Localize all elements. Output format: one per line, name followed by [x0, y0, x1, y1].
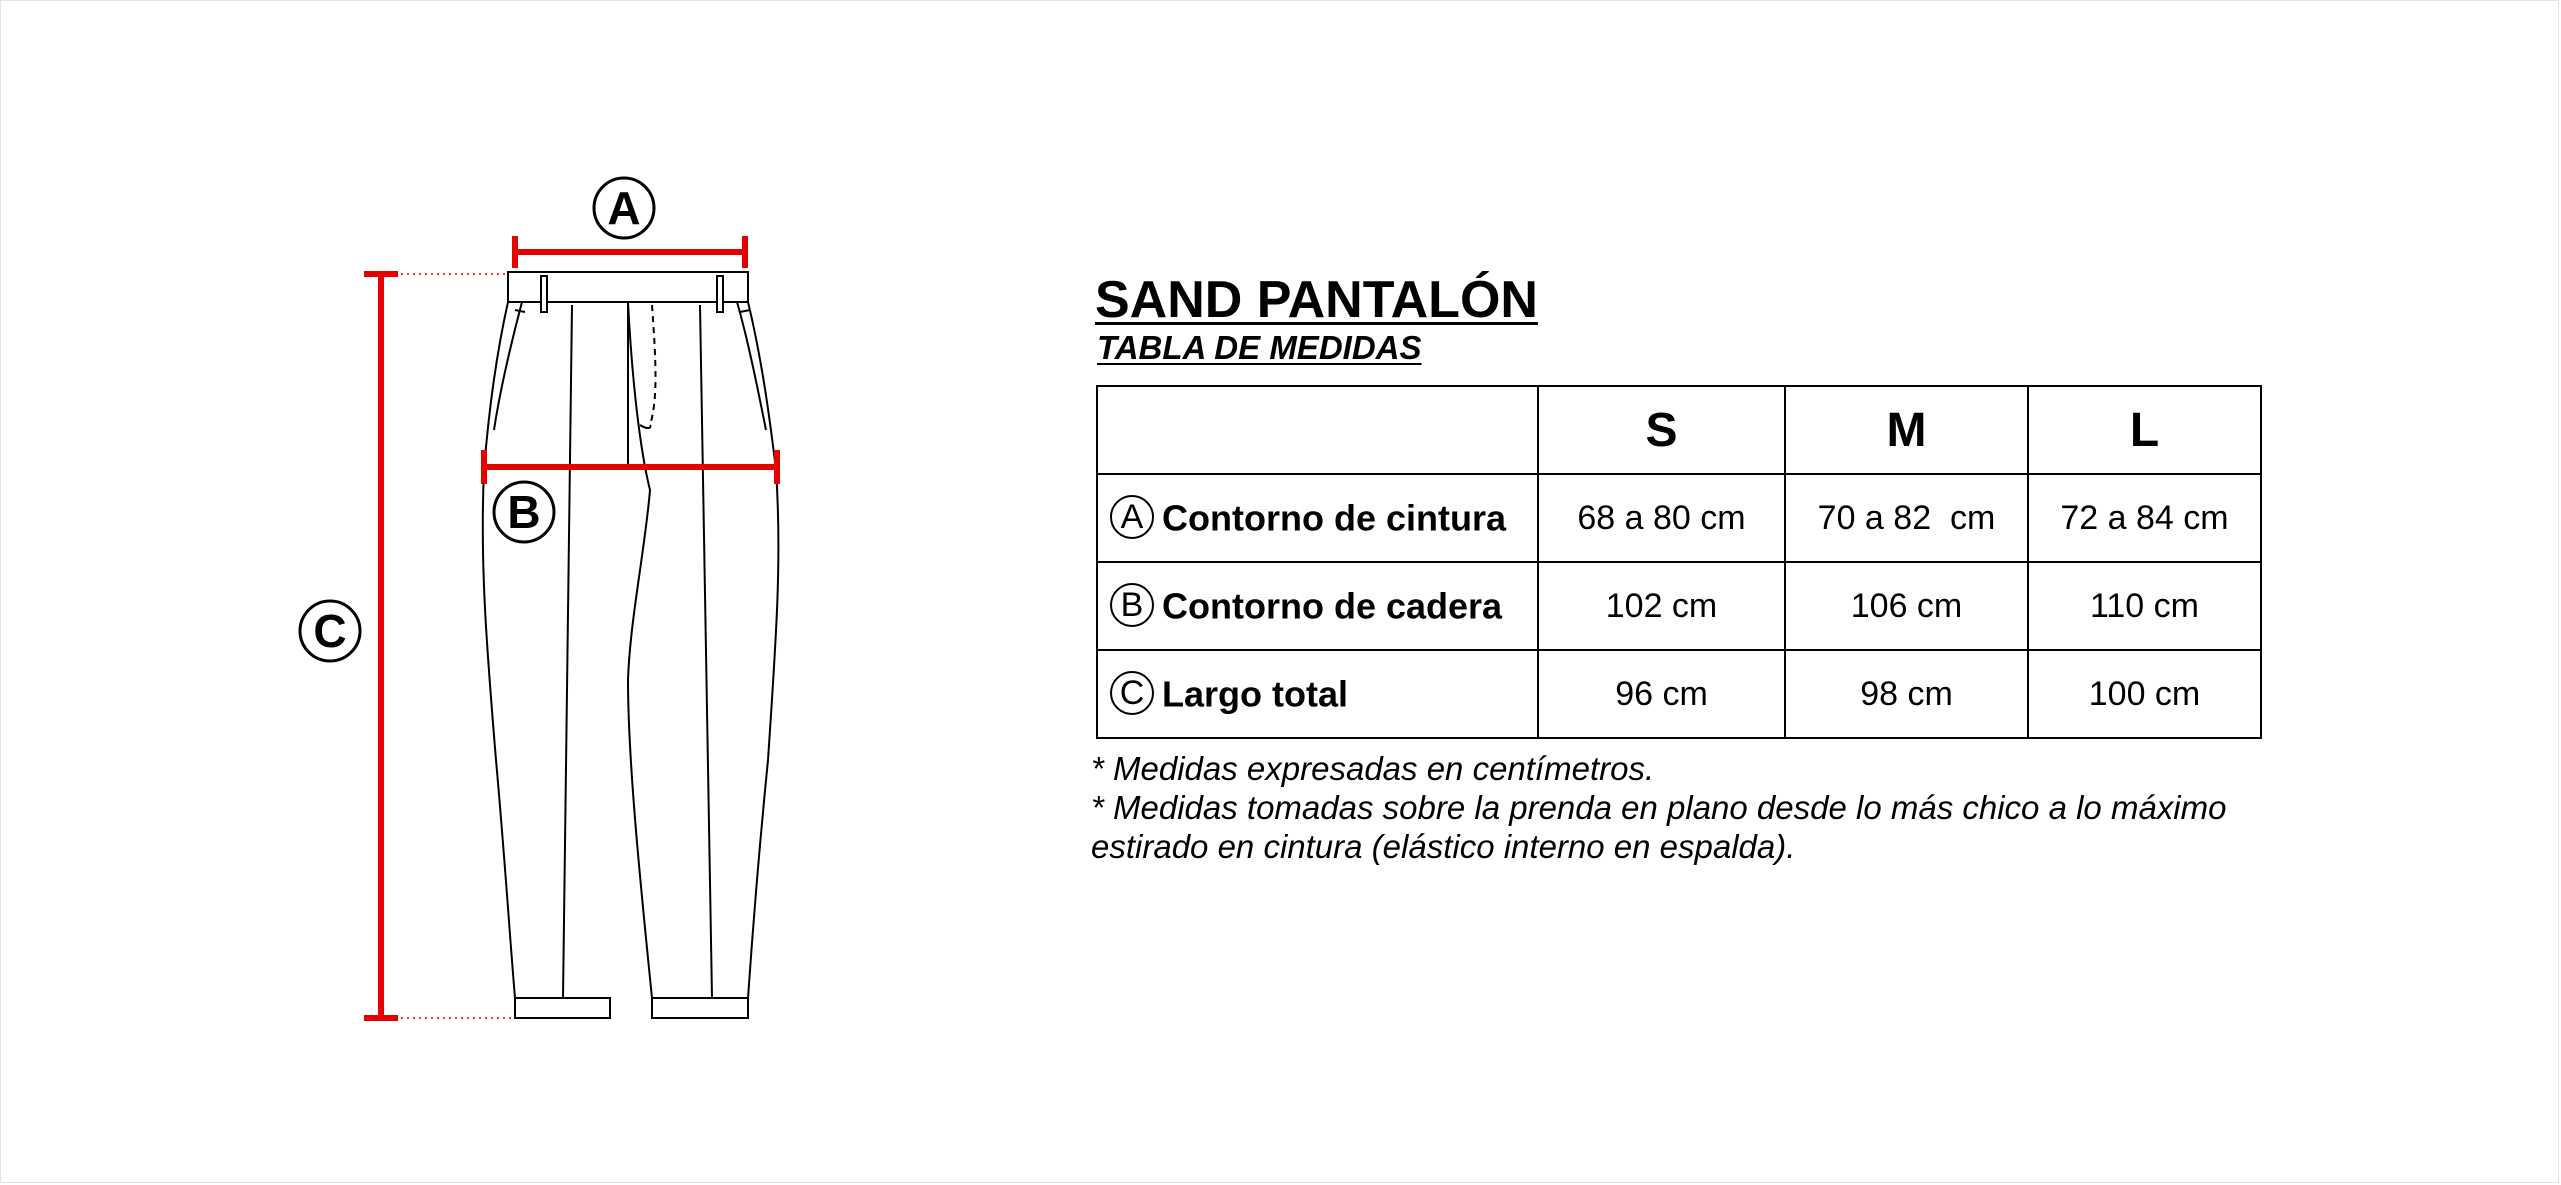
label-b-badge: [494, 482, 554, 542]
table-row-length: [1097, 650, 2261, 738]
letter-badge-c: C: [1110, 671, 1154, 715]
row-label-text: Contorno de cadera: [1162, 585, 1503, 627]
value-waist-l: 72 a 84 cm: [2028, 474, 2261, 562]
value-hip-l: 110 cm: [2028, 562, 2261, 650]
svg-text:B: B: [507, 486, 541, 538]
svg-text:A: A: [607, 182, 641, 234]
size-header-m: M: [1785, 386, 2028, 474]
row-label-length: [1097, 650, 1538, 738]
note-method-line2: estirado en cintura (elástico interno en espalda).: [1091, 828, 1796, 865]
row-label-waist: [1097, 474, 1538, 562]
row-label-hip: [1097, 562, 1538, 650]
svg-text:C: C: [313, 605, 347, 657]
label-c-badge: [300, 601, 360, 661]
table-subtitle: TABLA DE MEDIDAS: [1097, 329, 1422, 366]
value-length-l: 100 cm: [2028, 650, 2261, 738]
table-corner-cell: [1097, 386, 1538, 474]
table-row-waist: [1097, 474, 2261, 562]
length-guide-lines: [395, 274, 515, 1018]
row-label-text: Largo total: [1162, 673, 1348, 715]
size-header-s: S: [1538, 386, 1785, 474]
note-method-line1: * Medidas tomadas sobre la prenda en plano desde lo más chico a lo máximo: [1091, 789, 2227, 826]
letter-badge-a: A: [1110, 495, 1154, 539]
length-measure-line: [364, 274, 398, 1018]
label-a-badge: [594, 178, 654, 238]
value-length-m: 98 cm: [1785, 650, 2028, 738]
value-waist-s: 68 a 80 cm: [1538, 474, 1785, 562]
table-header-row: [1097, 386, 2261, 474]
product-title: SAND PANTALÓN: [1095, 271, 1538, 329]
letter-badge-b: B: [1110, 583, 1154, 627]
waist-measure-line: [515, 236, 745, 268]
table-row-hip: [1097, 562, 2261, 650]
row-label-text: Contorno de cintura: [1162, 497, 1506, 539]
value-hip-s: 102 cm: [1538, 562, 1785, 650]
value-length-s: 96 cm: [1538, 650, 1785, 738]
note-units: * Medidas expresadas en centímetros.: [1091, 750, 1655, 787]
size-chart-table: [1096, 385, 2262, 739]
value-waist-m: 70 a 82 cm: [1785, 474, 2028, 562]
size-header-l: L: [2028, 386, 2261, 474]
trousers-outline-icon: [483, 272, 779, 1018]
value-hip-m: 106 cm: [1785, 562, 2028, 650]
hip-measure-line: [484, 450, 777, 484]
trousers-diagram: [0, 0, 1000, 1185]
